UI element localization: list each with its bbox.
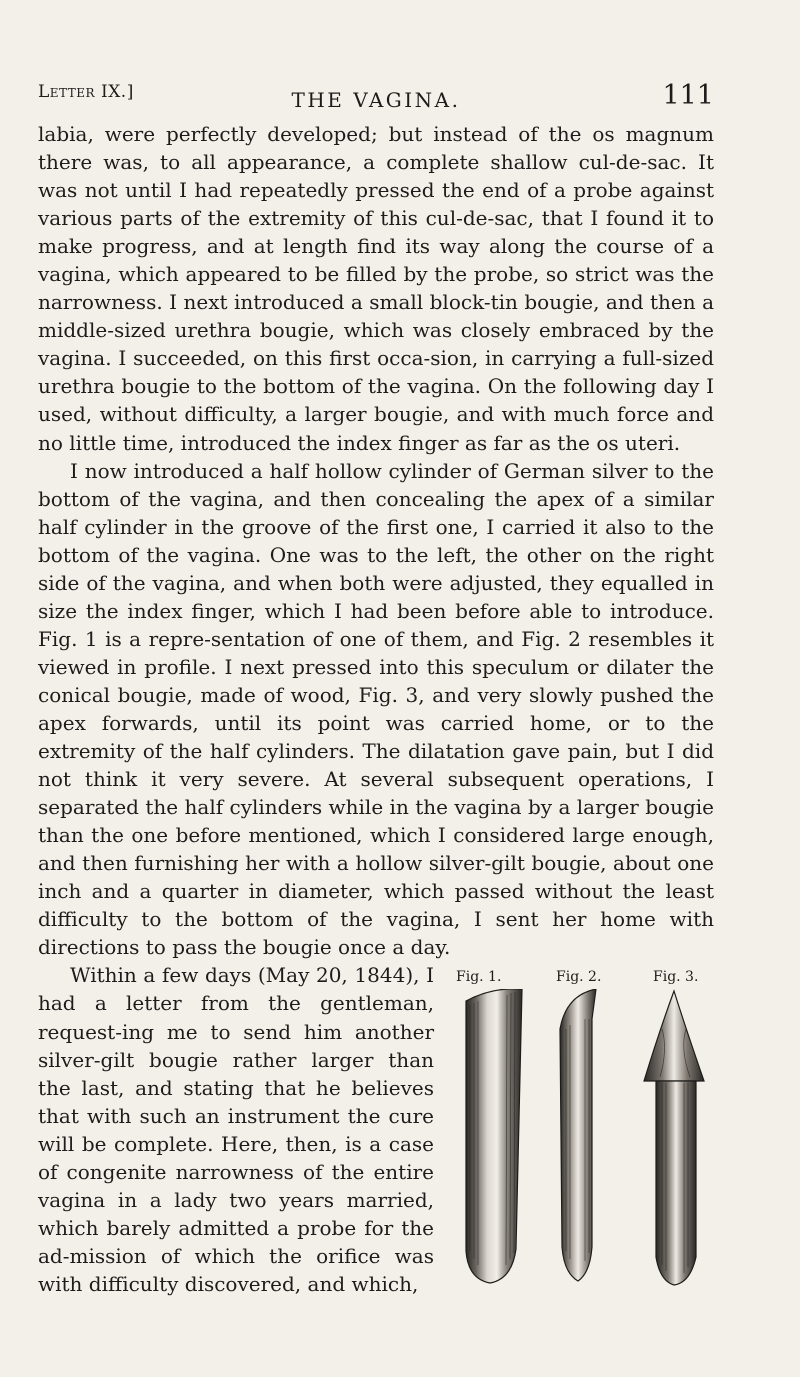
paragraph-2-text: I now introduced a half hollow cylinder of German silver to the bottom of the vagina, and then concealing the apex of a similar half cylinder in the groove of the first one, I carried it also to the bottom of the vagina. One was to the left, the other on the right side of the vagina, and when both were adjusted, they equalled in size the index finger, which I had been before able to introduce. Fig. 1 is a repre-sentation of one of them, and Fig. 2 resembles it viewed in profile. I next pressed into this speculum or dilater the conical bougie, made of wood, Fig. 3, and very slowly pushed the apex forwards, until its point was carried home, or to the extremity of the half cylinders. The dilatation gave pain, but I did not think it very severe. At several subsequent operations, I separated the half cylinders while in the vagina by a larger bougie than the one before mentioned, which I considered large enough, and then furnishing her with a hollow silver-gilt bougie, about one inch and a quarter in diameter, which passed without the least difficulty to the bottom of the vagina, I sent her home with directions to pass the bougie once a day.: [38, 458, 714, 960]
figure-2-label: Fig. 2.: [556, 969, 602, 986]
paragraph-2: [38, 457, 714, 962]
figure-3-conical-bougie-illustration: [638, 989, 714, 1289]
figure-1-label: Fig. 1.: [456, 969, 502, 986]
page-title: THE VAGINA.: [291, 88, 461, 112]
paragraph-3: Within a few days (May 20, 1844), I had a letter from the gentleman, request-ing me to send him another silver-gilt bougie rather larger than the last, and stating that he believes that with such an instrument the cure will be complete. Here, then, is a case of congenite narrowness of the entire vagina in a lady two years married, which barely admitted a probe for the ad-mission of which the orifice was with difficulty discovered, and which,: [38, 963, 434, 1296]
figure-3-label: Fig. 3.: [653, 969, 699, 986]
page-number: 111: [662, 80, 714, 111]
chapter-reference: Letter IX.]: [38, 82, 134, 102]
figure-illustrations: [452, 963, 714, 1285]
figure-2-profile-illustration: [552, 989, 612, 1289]
running-head: [38, 76, 714, 116]
paragraph-1: labia, were perfectly developed; but instead of the os magnum there was, to all appearance, a complete shallow cul-de-sac. It was not until I had repeatedly pressed the end of a probe against various parts of the extremity of this cul-de-sac, that I found it to make progress, and at length find its way along the course of a vagina, which appeared to be filled by the probe, so strict was the narrowness. I next introduced a small block-tin bougie, and then a middle-sized urethra bougie, which was closely embraced by the vagina. I succeeded, on this first occa-sion, in carrying a full-sized urethra bougie to the bottom of the vagina. On the following day I used, without difficulty, a larger bougie, and with much force and no little time, introduced the index finger as far as the os uteri.: [38, 122, 714, 455]
figure-1-half-cylinder-illustration: [452, 989, 530, 1289]
body-text: [38, 120, 714, 1298]
